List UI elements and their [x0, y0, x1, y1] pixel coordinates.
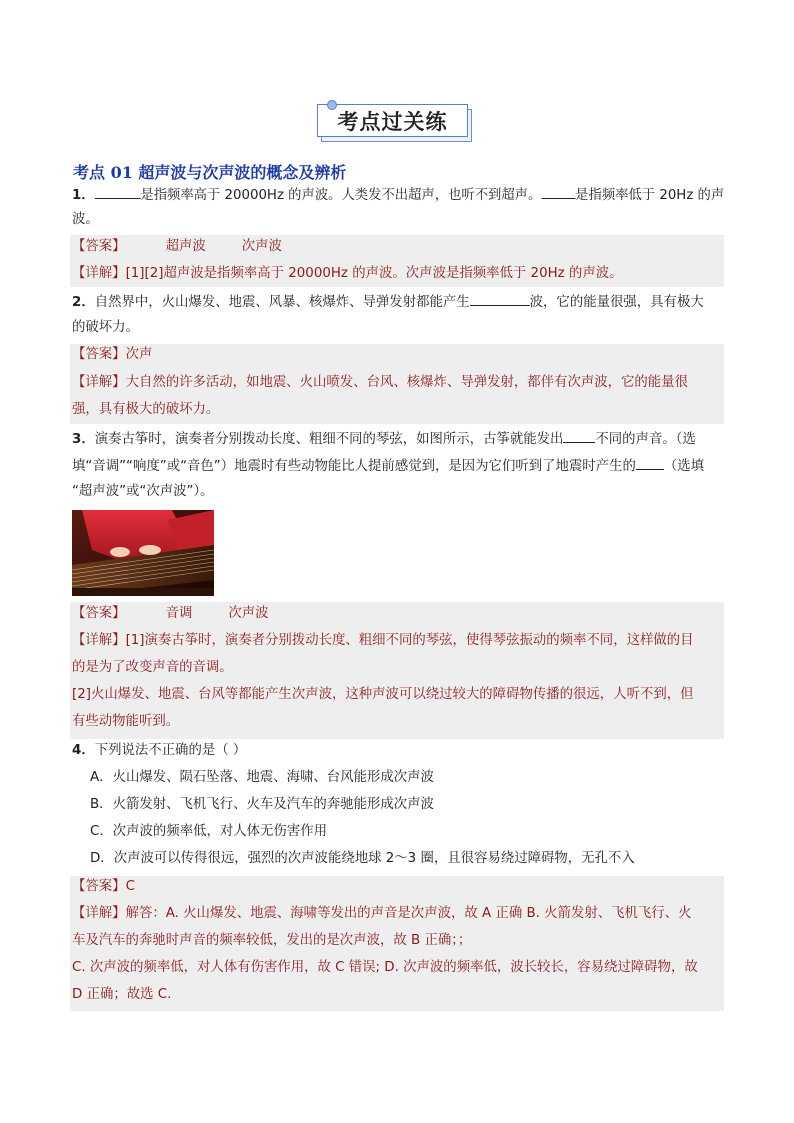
- q1-blank-1: [95, 184, 141, 199]
- q1-detail-label: 【详解】: [72, 266, 126, 281]
- q2-number: 2．: [72, 295, 95, 310]
- q3-text-b: 不同的声音。（选: [595, 432, 696, 447]
- q4-stem: 下列说法不正确的是（ ）: [94, 743, 247, 758]
- q2-detail-1: 大自然的许多活动，如地震、火山喷发、台风、核爆炸、导弹发射，都伴有次声波，它的能量很: [125, 375, 688, 390]
- q2-line1: [72, 291, 704, 313]
- q3-blank-2: [636, 455, 664, 470]
- q1-line1: [72, 184, 724, 206]
- q4-answer: C: [125, 879, 135, 894]
- q2-text-b: 波，它的能量很强，具有极大: [529, 295, 704, 310]
- q1-text-b: 是指频率低于 20Hz 的声: [575, 188, 725, 203]
- q3-answer-1: 音调: [165, 606, 193, 621]
- q4-detail-line: [72, 904, 691, 924]
- q4-option-b: B．火箭发射、飞机飞行、火车及汽车的奔驰能形成次声波: [90, 797, 434, 812]
- q2-answer-label: 【答案】: [72, 347, 126, 362]
- q3-blank-1: [563, 428, 595, 443]
- guzheng-photo: [72, 510, 214, 596]
- section-heading: 考点 01 超声波与次声波的概念及辨析: [73, 163, 347, 182]
- q3-number: 3．: [72, 432, 95, 447]
- q3-answer-label: 【答案】: [72, 606, 126, 621]
- q4-detail-label: 【详解】: [72, 906, 126, 921]
- q3-detail-3: [2]火山爆发、地震、台风等都能产生次声波，这种声波可以绕过较大的障碍物传播的很远，人听不到，但: [72, 687, 694, 702]
- q3-text-a: 演奏古筝时，演奏者分别拨动长度、粗细不同的琴弦，如图所示，古筝就能发出: [94, 432, 564, 447]
- q3-text-d: （选填: [663, 459, 705, 474]
- banner-title: 考点过关练: [317, 104, 468, 137]
- q1-text-c: 波。: [72, 212, 99, 227]
- q3-text-c: 填“音调”“响度”或“音色”）地震时有些动物能比人提前感觉到，是因为它们听到了地震时产生的: [72, 459, 636, 474]
- q4-detail-2: 车及汽车的奔驰时声音的频率较低，发出的是次声波，故 B 正确；；: [72, 933, 472, 948]
- q2-text-a: 自然界中，火山爆发、地震、风暴、核爆炸、导弹发射都能产生: [94, 295, 470, 310]
- q3-line2: [72, 455, 704, 477]
- q4-number: 4．: [72, 743, 95, 758]
- q1-detail-text: [1][2]超声波是指频率高于 20000Hz 的声波。次声波是指频率低于 20Hz 的声波。: [125, 266, 623, 281]
- q2-answer-line: [72, 345, 152, 365]
- q4-stem-line: [72, 741, 246, 761]
- q3-answer-line: [72, 604, 269, 624]
- q4-option-c: C．次声波的频率低，对人体无伤害作用: [90, 824, 327, 839]
- q3-detail-label: 【详解】: [72, 633, 126, 648]
- q3-answer-2: 次声波: [228, 606, 269, 621]
- q1-text-a: 是指频率高于 20000Hz 的声波。人类发不出超声，也听不到超声。: [140, 188, 542, 203]
- q1-answer-1: 超声波: [165, 239, 206, 254]
- q4-detail-1: 解答：A. 火山爆发、地震、海啸等发出的声音是次声波，故 A 正确 B. 火箭发射、飞机飞行、火: [125, 906, 692, 921]
- banner-dot-icon: [327, 100, 337, 110]
- q4-answer-label: 【答案】: [72, 879, 126, 894]
- q2-detail-label: 【详解】: [72, 375, 126, 390]
- q3-line1: [72, 428, 696, 450]
- guzheng-illustration: [72, 510, 214, 596]
- q2-detail-2: 强，具有极大的破坏力。: [72, 402, 220, 417]
- q2-detail-line: [72, 373, 688, 393]
- q2-text-c: 的破坏力。: [72, 320, 139, 335]
- q2-blank: [470, 291, 530, 306]
- q4-option-a: A．火山爆发、陨石坠落、地震、海啸、台风能形成次声波: [90, 770, 434, 785]
- q3-detail-4: 有些动物能听到。: [72, 714, 180, 729]
- q4-answer-line: [72, 877, 135, 897]
- q3-detail-line: [72, 631, 694, 651]
- section-banner: [317, 104, 474, 142]
- q1-number: 1．: [72, 188, 95, 203]
- q4-detail-4: D 正确；故选 C.: [72, 987, 172, 1002]
- q3-text-e: “超声波”或“次声波”）。: [72, 484, 214, 499]
- q3-detail-1: [1]演奏古筝时，演奏者分别拨动长度、粗细不同的琴弦，使得琴弦振动的频率不同，这样做的目: [125, 633, 694, 648]
- q4-detail-3: C. 次声波的频率低，对人体有伤害作用，故 C 错误; D. 次声波的频率低，波长较长，容易绕过障碍物，故: [72, 960, 698, 975]
- q3-detail-2: 的是为了改变声音的音调。: [72, 660, 233, 675]
- q1-answer-label: 【答案】: [72, 239, 126, 254]
- q4-option-d: D．次声波可以传得很远，强烈的次声波能绕地球 2～3 圈，且很容易绕过障碍物，无孔不入: [90, 851, 635, 866]
- q1-answer-line: [72, 237, 282, 257]
- q2-answer: 次声: [125, 347, 153, 362]
- q1-answer-2: 次声波: [241, 239, 282, 254]
- q1-detail-line: [72, 264, 623, 284]
- q1-blank-2: [541, 184, 575, 199]
